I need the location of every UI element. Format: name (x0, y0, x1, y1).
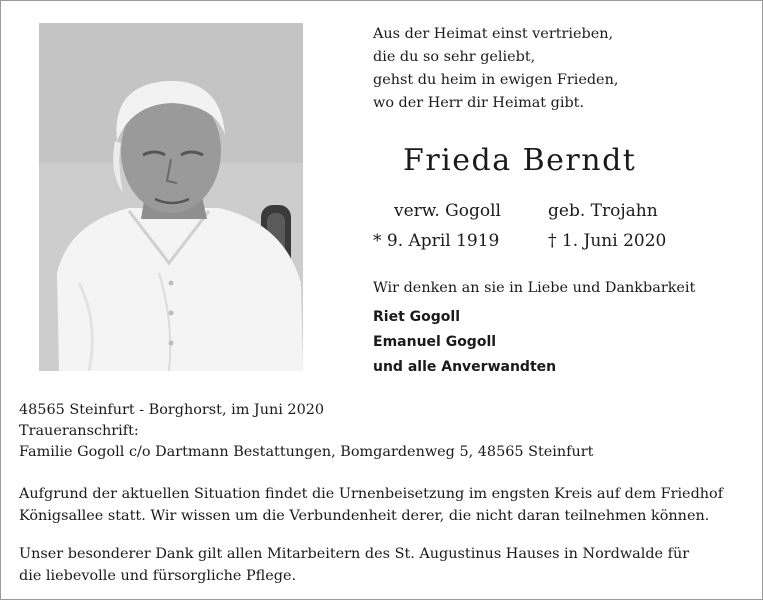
widowed-name: verw. Gogoll (394, 201, 501, 221)
mourners-list (373, 305, 556, 380)
mourner-name: Riet Gogoll (373, 309, 460, 325)
portrait-photo (39, 23, 303, 371)
death-date: † 1. Juni 2020 (548, 231, 667, 251)
thanks-line: Unser besonderer Dank gilt allen Mitarbeitern des St. Augustinus Hauses in Nordwalde für (19, 546, 690, 562)
address-label: Traueranschrift: (19, 423, 139, 439)
notice-line: Aufgrund der aktuellen Situation findet die Urnenbeisetzung im engsten Kreis auf dem Friedhof (19, 486, 724, 502)
mourning-intro: Wir denken an sie in Liebe und Dankbarkeit (373, 280, 696, 296)
poem (373, 23, 618, 115)
thanks-notice (19, 543, 689, 587)
notice-line: Königsallee statt. Wir wissen um die Verbundenheit derer, die nicht daran teilnehmen können. (19, 508, 710, 524)
poem-line: wo der Herr dir Heimat gibt. (373, 95, 585, 111)
portrait-illustration (39, 23, 303, 371)
mourner-name: und alle Anverwandten (373, 359, 557, 375)
poem-line: Aus der Heimat einst vertrieben, (373, 26, 614, 42)
poem-line: die du so sehr geliebt, (373, 49, 536, 65)
thanks-line: die liebevolle und fürsorgliche Pflege. (19, 568, 297, 584)
address-contact: Familie Gogoll c/o Dartmann Bestattungen, Bomgardenweg 5, 48565 Steinfurt (19, 444, 594, 460)
birth-name: geb. Trojahn (548, 201, 658, 221)
mourner-name: Emanuel Gogoll (373, 334, 497, 350)
deceased-name: Frieda Berndt (403, 143, 637, 178)
address-block (19, 400, 593, 463)
place-date: 48565 Steinfurt - Borghorst, im Juni 2020 (19, 402, 325, 418)
poem-line: gehst du heim in ewigen Frieden, (373, 72, 619, 88)
birth-date: * 9. April 1919 (373, 231, 500, 251)
burial-notice (19, 483, 723, 527)
